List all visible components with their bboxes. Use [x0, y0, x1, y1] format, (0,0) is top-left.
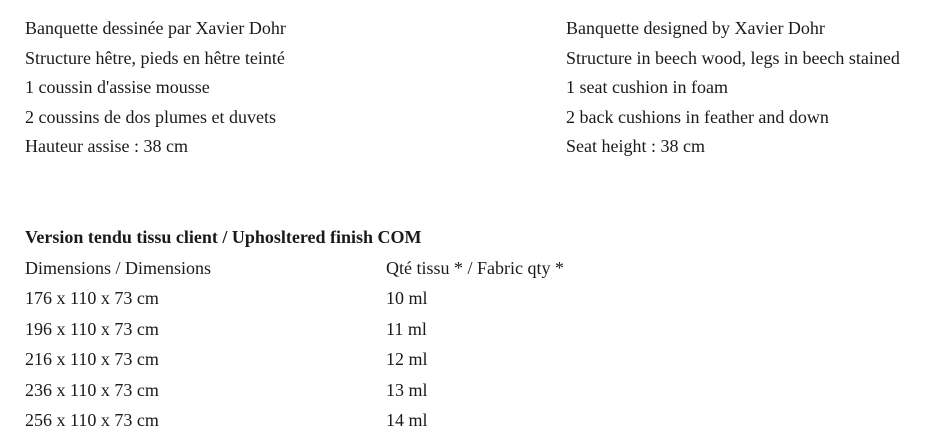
table-row [25, 405, 626, 435]
description-line: 1 coussin d'assise mousse [25, 77, 210, 97]
description-french [25, 14, 286, 162]
table-row [25, 283, 626, 313]
column-header-fabric-qty: Qté tissu * / Fabric qty * [386, 258, 564, 278]
description-line: Seat height : 38 cm [566, 136, 705, 156]
dimension-cell: 256 x 110 x 73 cm [25, 409, 159, 430]
description-line: Hauteur assise : 38 cm [25, 136, 188, 156]
table-row [25, 314, 626, 344]
fabric-qty-cell: 14 ml [386, 409, 428, 430]
dimensions-table [25, 253, 626, 435]
table-header-row [25, 253, 626, 283]
description-line: Structure hêtre, pieds en hêtre teinté [25, 47, 285, 68]
dimension-cell: 196 x 110 x 73 cm [25, 318, 159, 339]
column-header-dimensions: Dimensions / Dimensions [25, 258, 212, 278]
fabric-qty-cell: 12 ml [386, 349, 428, 370]
dimension-cell: 216 x 110 x 73 cm [25, 349, 159, 370]
description-line: Structure in beech wood, legs in beech stained [566, 47, 900, 68]
dimension-cell: 176 x 110 x 73 cm [25, 288, 159, 309]
description-line: Banquette designed by Xavier Dohr [566, 18, 825, 38]
description-line: 2 back cushions in feather and down [566, 106, 829, 127]
dimension-cell: 236 x 110 x 73 cm [25, 379, 159, 400]
table-row [25, 344, 626, 374]
table-row [25, 375, 626, 405]
section-title: Version tendu tissu client / Uphosltered finish COM [25, 227, 422, 247]
fabric-qty-cell: 13 ml [386, 379, 428, 400]
fabric-qty-cell: 11 ml [386, 318, 427, 339]
description-line: 1 seat cushion in foam [566, 77, 728, 97]
description-line: 2 coussins de dos plumes et duvets [25, 106, 276, 127]
description-english [566, 14, 900, 162]
description-line: Banquette dessinée par Xavier Dohr [25, 18, 286, 38]
fabric-qty-cell: 10 ml [386, 288, 428, 309]
